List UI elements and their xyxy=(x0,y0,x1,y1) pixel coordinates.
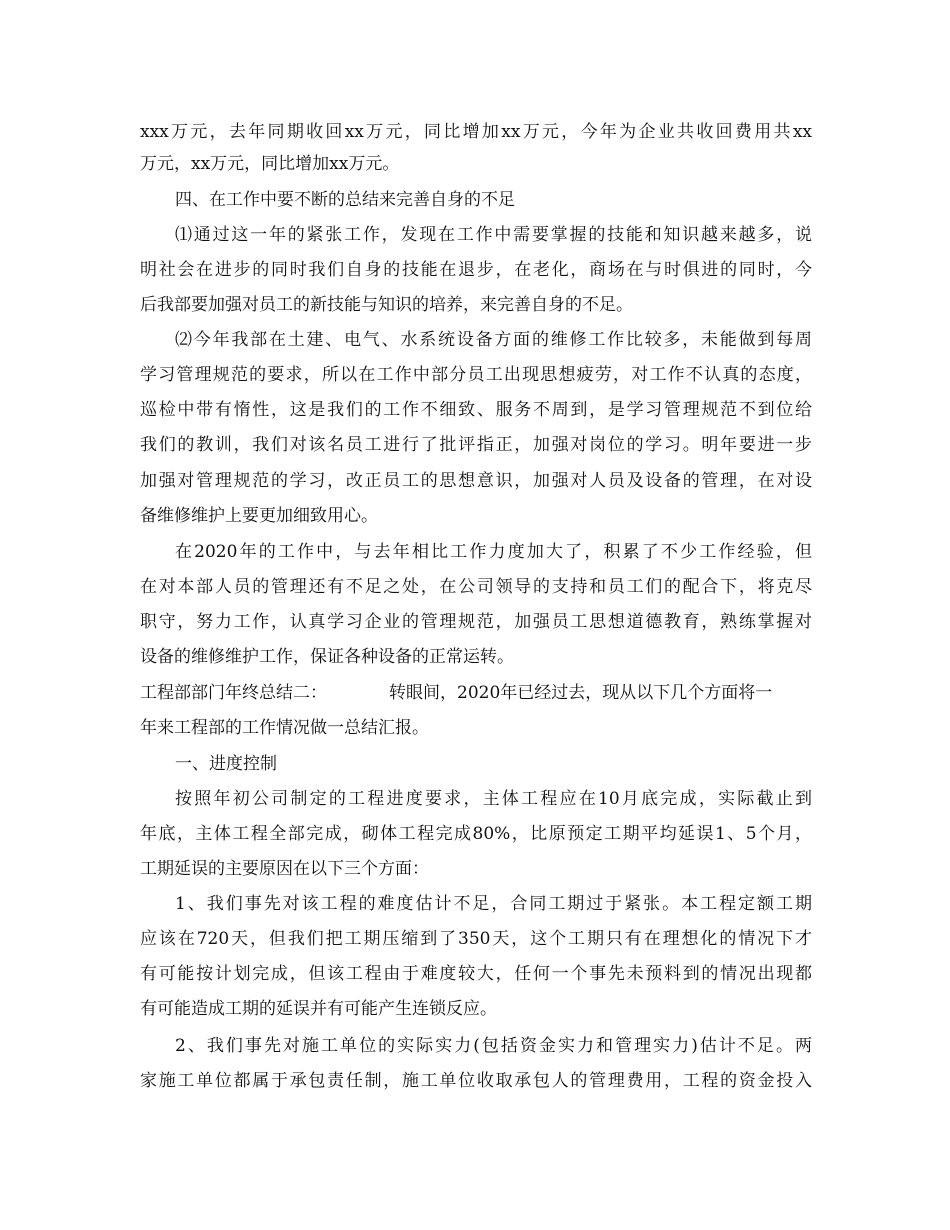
body-line: 设备的维修维护工作，保证各种设备的正常运转。 xyxy=(140,647,514,667)
body-line: 年底，主体工程全部完成，砌体工程完成80%，比原预定工期平均延误1、5个月， xyxy=(140,824,812,844)
body-line: 学习管理规范的要求，所以在工作中部分员工出现思想疲劳，对工作不认真的态度， xyxy=(140,365,812,385)
body-line: 转眼间，2020年已经过去，现从以下几个方面将一 xyxy=(389,683,773,703)
body-line: 工期延误的主要原因在以下三个方面： xyxy=(140,859,429,879)
body-line: 职守，努力工作，认真学习企业的管理规范，加强员工思想道德教育，熟练掌握对 xyxy=(140,612,812,632)
body-line: 家施工单位都属于承包责任制，施工单位收取承包人的管理费用，工程的资金投入 xyxy=(140,1071,812,1091)
body-line: 在对本部人员的管理还有不足之处，在公司领导的支持和员工们的配合下，将克尽 xyxy=(140,577,812,597)
body-line: 有可能按计划完成，但该工程由于难度较大，任何一个事先未预料到的情况出现都 xyxy=(140,964,812,984)
summary-two-title: 工程部部门年终总结二： xyxy=(140,683,327,703)
body-line: 明社会在进步的同时我们自身的技能在退步，在老化，商场在与时俱进的同时，今 xyxy=(140,260,812,280)
body-line: 后我部要加强对员工的新技能与知识的培养，来完善自身的不足。 xyxy=(140,295,633,315)
body-line: 应该在720天，但我们把工期压缩到了350天，这个工期只有在理想化的情况下才 xyxy=(140,929,812,949)
body-line: ⑴通过这一年的紧张工作，发现在工作中需要掌握的技能和知识越来越多，说 xyxy=(175,225,812,245)
body-line: 在2020年的工作中，与去年相比工作力度加大了，积累了不少工作经验，但 xyxy=(175,542,812,562)
body-line: 我们的教训，我们对该名员工进行了批评指正，加强对岗位的学习。明年要进一步 xyxy=(140,435,812,455)
summary-two-line xyxy=(140,681,772,705)
body-line: 备维修维护上要更加细致用心。 xyxy=(140,506,378,526)
section-heading: 四、在工作中要不断的总结来完善自身的不足 xyxy=(175,190,515,210)
body-line: 年来工程部的工作情况做一总结汇报。 xyxy=(140,718,429,738)
body-line: 2、我们事先对施工单位的实际实力(包括资金实力和管理实力)估计不足。两 xyxy=(175,1036,812,1056)
body-line: 巡检中带有惰性，这是我们的工作不细致、服务不周到，是学习管理规范不到位给 xyxy=(140,400,812,420)
section-heading: 一、进度控制 xyxy=(175,754,277,774)
body-line: 万元，xx万元，同比增加xx万元。 xyxy=(140,154,400,174)
body-line: 加强对管理规范的学习，改正员工的思想意识，加强对人员及设备的管理，在对设 xyxy=(140,471,812,491)
body-line: xxx万元，去年同期收回xx万元，同比增加xx万元，今年为企业共收回费用共xx xyxy=(140,122,812,142)
body-line: 有可能造成工期的延误并有可能产生连锁反应。 xyxy=(140,999,497,1019)
body-line: ⑵今年我部在土建、电气、水系统设备方面的维修工作比较多，未能做到每周 xyxy=(175,330,812,350)
body-line: 按照年初公司制定的工程进度要求，主体工程应在10月底完成，实际截止到 xyxy=(175,789,812,809)
body-line: 1、我们事先对该工程的难度估计不足，合同工期过于紧张。本工程定额工期 xyxy=(175,894,812,914)
